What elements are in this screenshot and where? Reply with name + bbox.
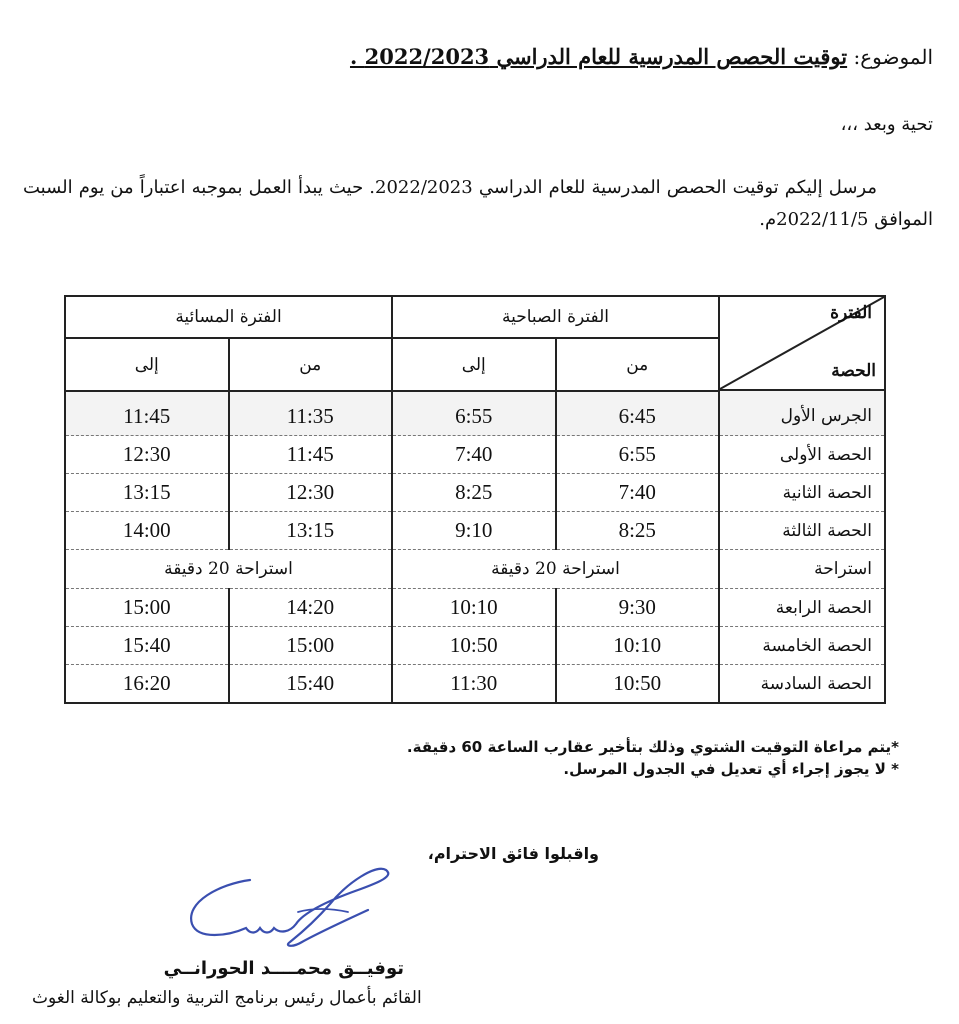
body-paragraph: مرسل إليكم توقيت الحصص المدرسية للعام الدراسي 2022/2023. حيث يبدأ العمل بموجبه اعتباراً من يوم السبت الموافق 2022/11/5م.: [23, 177, 933, 230]
note-no-modification: * لا يجوز إجراء أي تعديل في الجدول المرسل.: [563, 760, 899, 778]
evening-to-header: إلى: [65, 338, 229, 391]
closing-line: واقبلوا فائق الاحترام،: [427, 844, 599, 863]
note-winter-time: *يتم مراعاة التوقيت الشتوي وذلك بتأخير عقارب الساعة 60 دقيقة.: [406, 738, 899, 756]
lesson-label: الحصة الخامسة: [719, 627, 885, 665]
morning-from-header: من: [556, 338, 720, 391]
signer-title: القائم بأعمال رئيس برنامج التربية والتعليم بوكالة الغوث: [32, 988, 422, 1008]
evening-from: 11:35: [229, 391, 393, 436]
table-row: [65, 627, 885, 665]
evening-from: 15:00: [229, 627, 393, 665]
subject-line: [173, 44, 933, 69]
table-row: [65, 512, 885, 550]
evening-header: الفترة المسائية: [65, 296, 392, 338]
evening-from: 12:30: [229, 474, 393, 512]
corner-cell: [719, 296, 885, 391]
signer-name: توفيــق محمــــد الحورانــي: [163, 958, 404, 979]
evening-to: 12:30: [65, 436, 229, 474]
evening-from: 15:40: [229, 665, 393, 704]
morning-to: 11:30: [392, 665, 556, 704]
morning-to: 10:50: [392, 627, 556, 665]
evening-to: 13:15: [65, 474, 229, 512]
schedule-table: [64, 295, 886, 704]
morning-to-header: إلى: [392, 338, 556, 391]
evening-to: 16:20: [65, 665, 229, 704]
morning-from: 10:50: [556, 665, 720, 704]
morning-header: الفترة الصباحية: [392, 296, 719, 338]
table-row: [65, 589, 885, 627]
evening-from-header: من: [229, 338, 393, 391]
evening-from: 14:20: [229, 589, 393, 627]
break-label: استراحة: [719, 550, 885, 589]
lesson-label: الجرس الأول: [719, 391, 885, 436]
morning-from: 8:25: [556, 512, 720, 550]
table-row: [65, 474, 885, 512]
evening-break: استراحة 20 دقيقة: [65, 550, 392, 589]
subject-prefix: الموضوع:: [847, 45, 933, 69]
morning-to: 7:40: [392, 436, 556, 474]
subject-title: توقيت الحصص المدرسية للعام الدراسي 2022/2023 .: [349, 44, 848, 69]
lesson-label: الحصة الرابعة: [719, 589, 885, 627]
evening-from: 13:15: [229, 512, 393, 550]
break-row: [65, 550, 885, 589]
corner-lesson-label: الحصة: [831, 361, 876, 381]
evening-to: 11:45: [65, 391, 229, 436]
morning-from: 9:30: [556, 589, 720, 627]
morning-to: 10:10: [392, 589, 556, 627]
morning-from: 6:55: [556, 436, 720, 474]
morning-to: 6:55: [392, 391, 556, 436]
evening-from: 11:45: [229, 436, 393, 474]
table-row: [65, 436, 885, 474]
morning-from: 10:10: [556, 627, 720, 665]
corner-period-label: الفترة: [830, 303, 872, 323]
lesson-label: الحصة السادسة: [719, 665, 885, 704]
table-row: [65, 665, 885, 704]
morning-from: 6:45: [556, 391, 720, 436]
morning-to: 9:10: [392, 512, 556, 550]
lesson-label: الحصة الأولى: [719, 436, 885, 474]
greeting: تحية وبعد ،،،: [840, 114, 933, 135]
evening-to: 14:00: [65, 512, 229, 550]
morning-break: استراحة 20 دقيقة: [392, 550, 719, 589]
evening-to: 15:40: [65, 627, 229, 665]
morning-to: 8:25: [392, 474, 556, 512]
lesson-label: الحصة الثانية: [719, 474, 885, 512]
evening-to: 15:00: [65, 589, 229, 627]
handwritten-signature: [180, 862, 400, 954]
table-row: [65, 391, 885, 436]
notes: [79, 736, 899, 780]
lesson-label: الحصة الثالثة: [719, 512, 885, 550]
morning-from: 7:40: [556, 474, 720, 512]
